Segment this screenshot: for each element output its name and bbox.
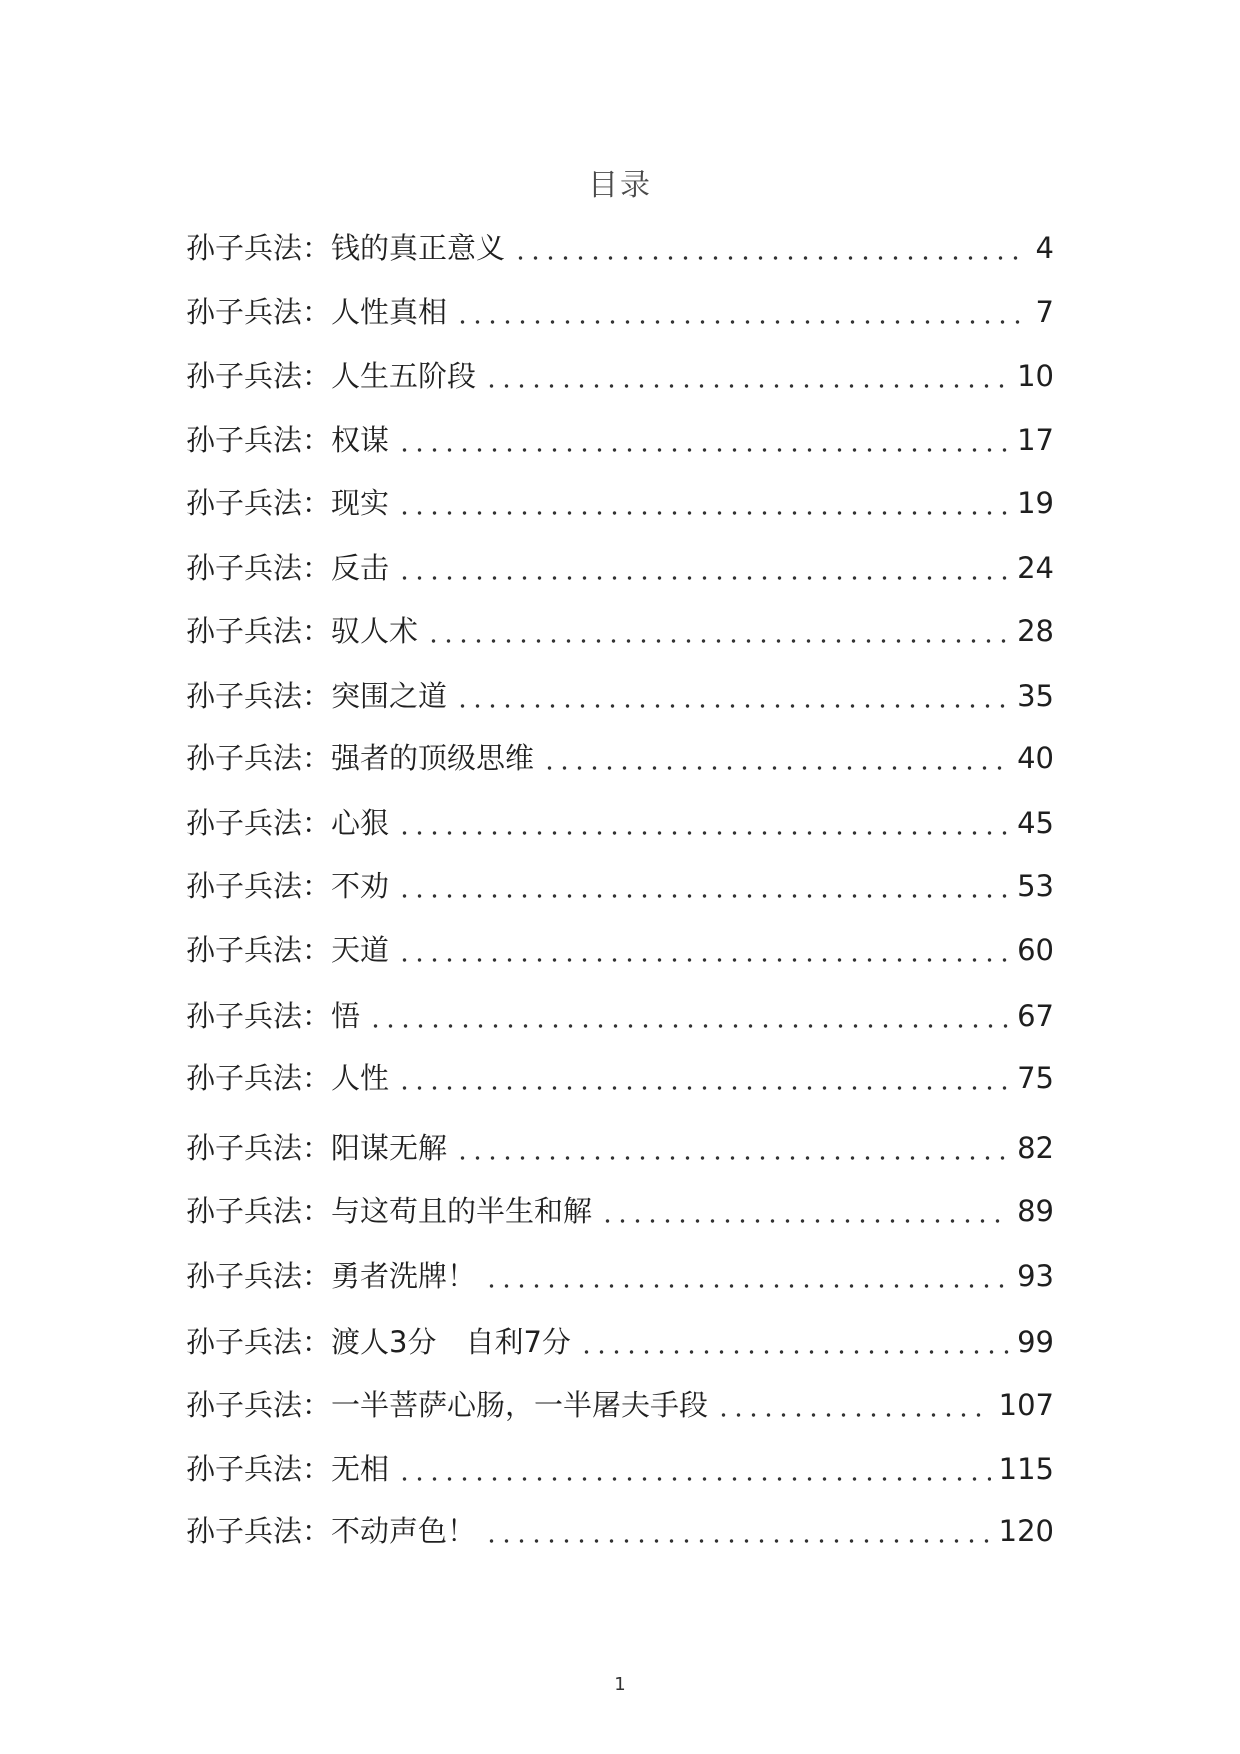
toc-entry-page: 19 [1017,486,1054,520]
toc-entry-label: 孙子兵法：勇者洗牌！ [186,1259,477,1293]
toc-entry[interactable] [186,1126,1054,1170]
toc-entry-page: 40 [1017,741,1054,775]
toc-entry[interactable] [186,546,1054,590]
toc-dot-leader [426,638,1009,644]
toc-entry-label: 孙子兵法：天道 [186,933,390,967]
toc-title: 目录 [588,168,652,203]
toc-entry[interactable] [186,736,1054,780]
toc-entry-page: 7 [1035,295,1054,329]
toc-entry-label: 孙子兵法：阳谋无解 [186,1131,448,1165]
toc-entry-label: 孙子兵法：现实 [186,486,390,520]
toc-entry-page: 115 [998,1452,1054,1486]
toc-dot-leader [513,255,1028,261]
toc-entry[interactable] [186,928,1054,972]
toc-dot-leader [368,1023,1009,1029]
toc-entry-page: 107 [998,1388,1054,1422]
toc-entry[interactable] [186,226,1054,270]
toc-entry-label: 孙子兵法：突围之道 [186,679,448,713]
toc-entry[interactable] [186,674,1054,718]
toc-entry[interactable] [186,1320,1054,1364]
toc-entry-label: 孙子兵法：一半菩萨心肠，一半屠夫手段 [186,1388,709,1422]
toc-entry[interactable] [186,609,1054,653]
toc-dot-leader [455,1155,1009,1161]
toc-entry-page: 99 [1017,1325,1054,1359]
toc-dot-leader [455,319,1028,325]
toc-entry[interactable] [186,290,1054,334]
toc-entry-label: 孙子兵法：人性 [186,1061,390,1095]
toc-entry-page: 93 [1017,1259,1054,1293]
toc-entry-page: 89 [1017,1194,1054,1228]
toc-list [186,0,1054,1754]
toc-entry-page: 24 [1017,551,1054,585]
toc-entry-label: 孙子兵法：人性真相 [186,295,448,329]
toc-entry-page: 53 [1017,869,1054,903]
toc-entry-label: 孙子兵法：无相 [186,1452,390,1486]
toc-entry[interactable] [186,1056,1054,1100]
toc-entry-label: 孙子兵法：反击 [186,551,390,585]
toc-dot-leader [397,510,1009,516]
toc-entry-label: 孙子兵法：心狠 [186,806,390,840]
toc-dot-leader [397,447,1009,453]
toc-entry-page: 60 [1017,933,1054,967]
toc-entry[interactable] [186,1509,1054,1553]
toc-dot-leader [579,1349,1009,1355]
toc-dot-leader [455,703,1009,709]
toc-dot-leader [484,1538,991,1544]
toc-entry-page: 82 [1017,1131,1054,1165]
toc-entry-label: 孙子兵法：与这苟且的半生和解 [186,1194,593,1228]
toc-dot-leader [397,893,1009,899]
toc-entry[interactable] [186,1254,1054,1298]
toc-entry[interactable] [186,418,1054,462]
toc-entry[interactable] [186,1447,1054,1491]
toc-entry-page: 35 [1017,679,1054,713]
toc-entry[interactable] [186,481,1054,525]
toc-entry-label: 孙子兵法：权谋 [186,423,390,457]
toc-entry-page: 28 [1017,614,1054,648]
toc-entry-label: 孙子兵法：钱的真正意义 [186,231,506,265]
toc-entry[interactable] [186,354,1054,398]
toc-dot-leader [484,1283,1009,1289]
toc-entry[interactable] [186,864,1054,908]
toc-dot-leader [397,575,1009,581]
toc-entry-label: 孙子兵法：悟 [186,999,361,1033]
toc-entry-page: 10 [1017,359,1054,393]
toc-dot-leader [397,1476,991,1482]
toc-entry[interactable] [186,994,1054,1038]
toc-dot-leader [397,957,1009,963]
toc-entry-label: 孙子兵法：不劝 [186,869,390,903]
toc-entry-label: 孙子兵法：不动声色！ [186,1514,477,1548]
toc-entry-page: 75 [1017,1061,1054,1095]
toc-dot-leader [397,1085,1009,1091]
toc-dot-leader [542,765,1009,771]
toc-entry[interactable] [186,1383,1054,1427]
toc-dot-leader [600,1218,1009,1224]
toc-dot-leader [484,383,1009,389]
toc-entry-page: 120 [998,1514,1054,1548]
toc-entry[interactable] [186,801,1054,845]
toc-entry-label: 孙子兵法：人生五阶段 [186,359,477,393]
toc-entry-label: 孙子兵法：渡人3分 自利7分 [186,1325,571,1359]
toc-dot-leader [716,1412,991,1418]
toc-entry-page: 67 [1017,999,1054,1033]
toc-dot-leader [397,830,1009,836]
toc-entry-page: 45 [1017,806,1054,840]
toc-entry-page: 4 [1035,231,1054,265]
toc-entry-page: 17 [1017,423,1054,457]
toc-entry[interactable] [186,1189,1054,1233]
page-number: 1 [614,1674,626,1695]
toc-entry-label: 孙子兵法：强者的顶级思维 [186,741,535,775]
toc-entry-label: 孙子兵法：驭人术 [186,614,419,648]
